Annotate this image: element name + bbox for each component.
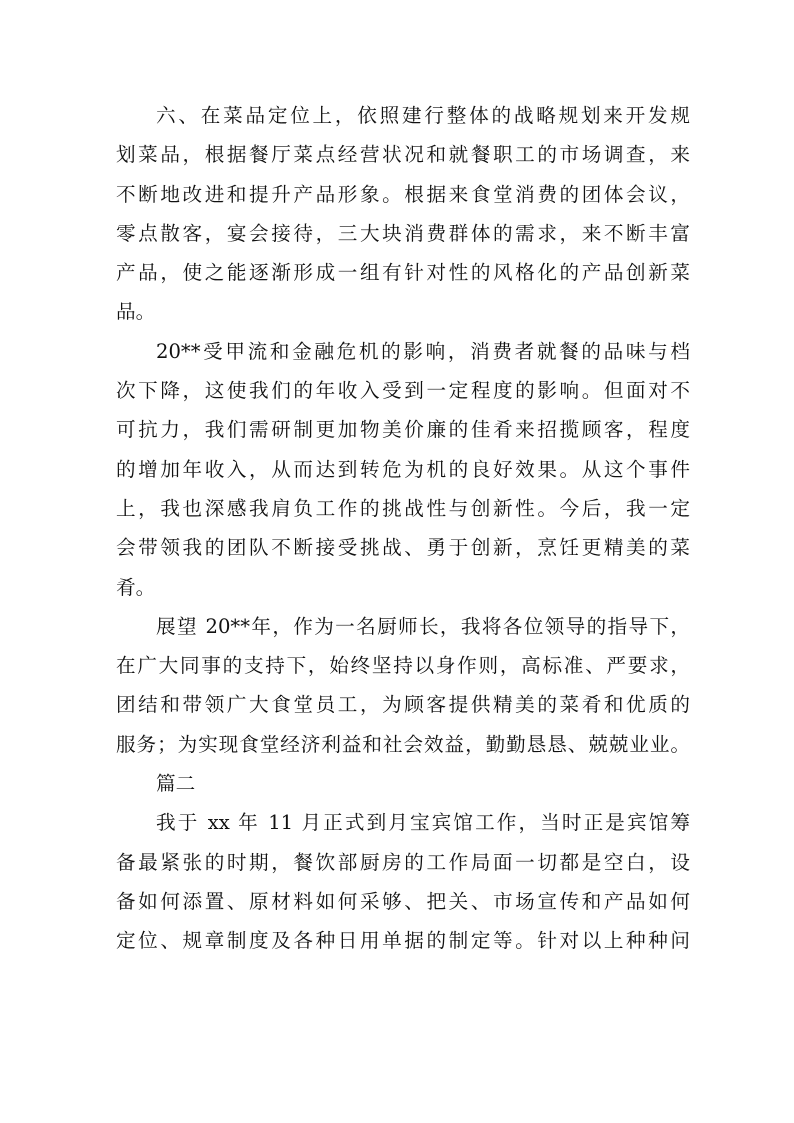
paragraph-1-line-5: 产品，使之能逐渐形成一组有针对性的风格化的产品创新菜 <box>116 261 690 285</box>
paragraph-3-line-3: 团结和带领广大食堂员工，为顾客提供精美的菜肴和优质的 <box>116 693 690 717</box>
paragraph-2-line-5: 上，我也深感我肩负工作的挑战性与创新性。今后，我一定 <box>116 496 690 520</box>
paragraph-1-line-2: 划菜品，根据餐厅菜点经营状况和就餐职工的市场调查，来 <box>116 143 690 167</box>
paragraph-4-line-1: 我于 xx 年 11 月正式到月宝宾馆工作，当时正是宾馆筹 <box>156 811 690 835</box>
section-heading: 篇二 <box>156 772 196 796</box>
paragraph-2-line-1: 20**受甲流和金融危机的影响，消费者就餐的品味与档 <box>156 339 690 363</box>
paragraph-3-line-2: 在广大同事的支持下，始终坚持以身作则，高标准、严要求， <box>116 654 690 678</box>
paragraph-4-line-4: 定位、规章制度及各种日用单据的制定等。针对以上种种问 <box>116 929 690 953</box>
paragraph-2-line-4: 的增加年收入，从而达到转危为机的良好效果。从这个事件 <box>116 457 690 481</box>
paragraph-2-line-3: 可抗力，我们需研制更加物美价廉的佳肴来招揽顾客，程度 <box>116 418 690 442</box>
paragraph-2-line-2: 次下降，这使我们的年收入受到一定程度的影响。但面对不 <box>116 379 690 403</box>
paragraph-3-line-1: 展望 20**年，作为一名厨师长，我将各位领导的指导下， <box>156 614 690 638</box>
paragraph-4-line-2: 备最紧张的时期，餐饮部厨房的工作局面一切都是空白，设 <box>116 850 690 874</box>
paragraph-1-line-1: 六、在菜品定位上，依照建行整体的战略规划来开发规 <box>156 104 690 127</box>
paragraph-4-line-3: 备如何添置、原材料如何采够、把关、市场宣传和产品如何 <box>116 889 690 913</box>
paragraph-2-line-7: 肴。 <box>116 575 156 599</box>
paragraph-1-line-6: 品。 <box>116 300 156 324</box>
paragraph-3-line-4: 服务；为实现食堂经济利益和社会效益，勤勤恳恳、兢兢业业。 <box>116 732 690 756</box>
paragraph-2-line-6: 会带领我的团队不断接受挑战、勇于创新，烹饪更精美的菜 <box>116 536 690 560</box>
paragraph-1-line-3: 不断地改进和提升产品形象。根据来食堂消费的团体会议， <box>116 182 690 206</box>
document-body <box>116 96 690 961</box>
paragraph-1-line-4: 零点散客，宴会接待，三大块消费群体的需求，来不断丰富 <box>116 221 690 245</box>
